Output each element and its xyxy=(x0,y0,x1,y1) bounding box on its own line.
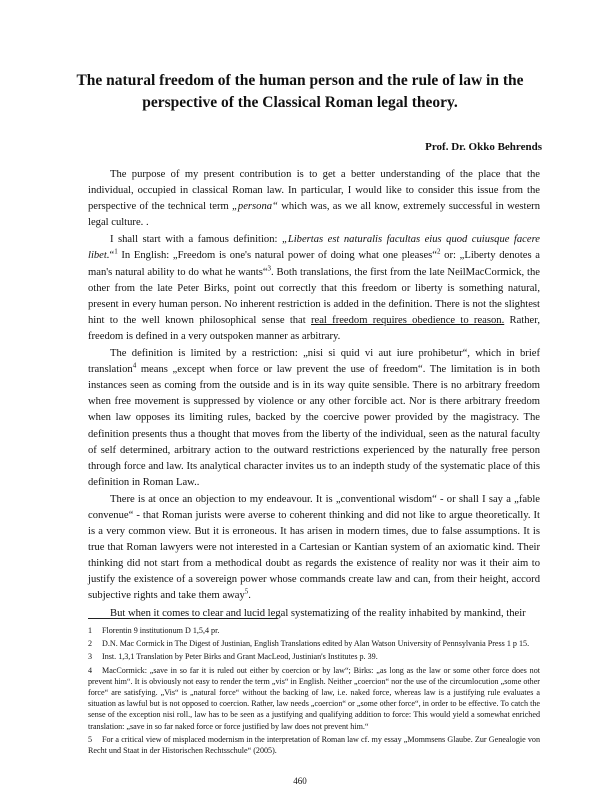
footnote-ref-5[interactable]: 5 xyxy=(244,587,249,596)
page-number: 460 xyxy=(293,776,307,786)
paragraph-2: I shall start with a famous definition: „Libertas est naturalis facultas eius quod cuiusque facere libet.“$^1$ In English: „Freedom is one's natural power of doing what one pleases“$^2$ or: „Liberty denotes a man's natural ability to do what he wants“$^3$. Both translations, the first from the late NeilMacCormick, the other from the late Peter Birks, point out correctly that this freedom or liberty is something natural, present in every human person. No inherent restriction is added in the definition. There is not the slightest hint to the well known philosophical sense that real freedom requires obedience to reason. Rather, freedom is defined in a very outspoken manner as arbitrary. xyxy=(88,234,541,342)
footnote-1: 1 Florentin 9 institutionum D 1,5,4 pr. xyxy=(88,626,220,635)
footnote-5: 5 For a critical view of misplaced modernism in the interpretation of Roman law cf. my essay „Mommsens Glaube. Zur Genealogie von Recht und Staat in der Historischen Rechtsschule“ (2005). xyxy=(88,734,540,756)
footnote-ref-4[interactable]: 4 xyxy=(132,361,137,370)
footnote-3: 3 Inst. 1,3,1 Translation by Peter Birks and Grant MacLeod, Justinian's Institutes p. 39. xyxy=(88,652,378,662)
footnote-2: 2 D.N. Mac Cormick in The Digest of Justinian, English Translations edited by Alan Watson University of Pennsylvania Press 1 p 15. xyxy=(88,639,530,649)
footnote-ref-1[interactable]: 1 xyxy=(114,247,118,256)
title-line-1: The natural freedom of the human person and the rule of law in the xyxy=(76,72,524,89)
footnote-4: 4 MacCormick: „save in so far it is ruled out either by coercion or by law“; Birks: „as long as the law or some other force does not prevent him“. It is obviously not easy to render the term „vis“ in English. Neither „coercion“ nor the use of the circumlocution „some other force“ are satisfying. „Vis“ is „natural force“ without the backing of law, i.e. naked force, whereas law is a justifying rule evaluates a situation as lawful but is not opposed to coercion. Rather, law needs „coercion“ or „some other force“, in order to be effective. To catch the sense of the exception nisi roll., law has to be seen as a justifying and qualifying addition to force: This would yield a somewhat enriched translation: „save in so far naked force or force justified by law does not prevent him.“ xyxy=(88,665,540,731)
paragraph-4: There is at once an objection to my endeavour. It is „conventional wisdom“ - or shall I say a „fable convenue“ - that Roman jurists were averse to coherent thinking and did not like to argue theoretically. It is a very common view. But it is erroneous. It has arisen in modern times, due to false assumptions. It is true that Roman lawyers were not interested in a Cartesian or Kantian system of an axiomatic kind. Their thinking did not start from a methodical doubt as regards the existence of reality nor was it their aim to justify the existence of a sovereign power whose commands create law and can, from their height, accord subjective rights and take them away$^5$. xyxy=(88,493,540,602)
paragraph-5: But when it comes to clear and lucid legal systematizing of the reality inhabited by mankind, their xyxy=(110,607,526,619)
author-name: Prof. Dr. Okko Behrends xyxy=(425,141,542,153)
paragraph-3: The definition is limited by a restriction: „nisi si quid vi aut iure prohibetur“, which in brief translation$^4$ means „except when force or law prevent the use of freedom“. The limitation is in both instances seen as coming from the outside and is in its way quite sensible. There is no arbitrary freedom when free movement is suppressed by violence or any other forcible act. Nor is there arbitrary freedom when law opposes its limiting rules, backed by the coercive power provided by the magistracy. The definition presents thus a thought that moves from the liberty of the individual, seen as the natural faculty of self determined, arbitrary action to the outward restrictions experienced by the naturally free person through force and law. Its analytical character invites us to an indepth study of the systematic place of this definition in Roman Law.. xyxy=(88,348,540,488)
body-text xyxy=(88,167,540,623)
footnote-divider xyxy=(88,618,278,619)
footnote-ref-3[interactable]: 3 xyxy=(267,264,272,273)
paper-title xyxy=(60,70,540,114)
footnote-ref-2[interactable]: 2 xyxy=(436,247,441,256)
title-line-2: perspective of the Classical Roman legal theory. xyxy=(142,94,458,111)
term-persona: „persona“ xyxy=(232,201,278,213)
latin-definition: „Libertas est naturalis facultas eius quod cuiusque facere libet. xyxy=(88,234,541,262)
underlined-phrase: real freedom requires obedience to reason. xyxy=(311,314,505,326)
footnotes xyxy=(88,625,540,758)
paragraph-1: The purpose of my present contribution is to get a better understanding of the place that the individual, occupied in classical Roman law. In particular, I would like to consider this issue from the perspective of the technical term „persona“ which was, as we all know, extremely successful in western legal culture. . xyxy=(88,169,541,229)
